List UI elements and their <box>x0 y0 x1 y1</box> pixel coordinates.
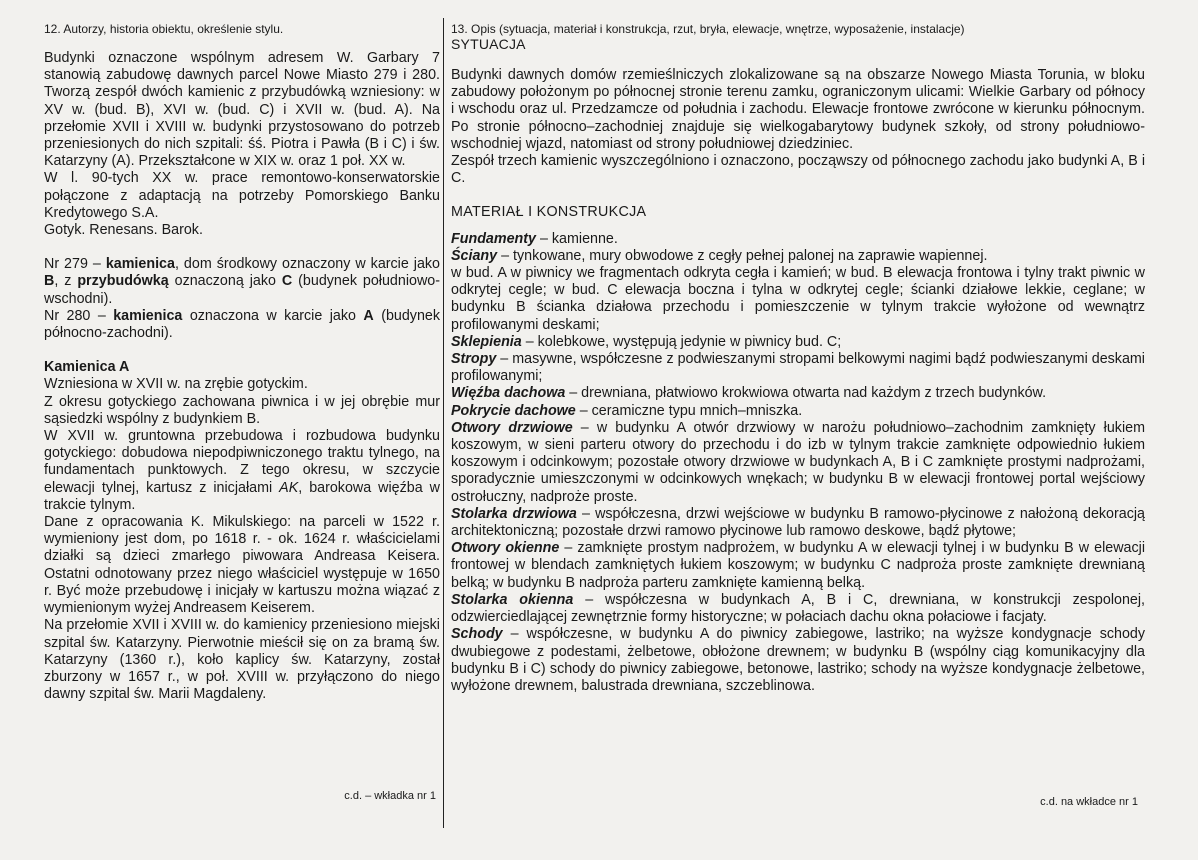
material-item <box>451 403 1145 420</box>
material-term: Pokrycie dachowe <box>451 402 576 419</box>
material-text: – masywne, współczesne z podwieszanymi stropami belkowymi nagimi bądź podwieszanymi deskami profilowanymi; <box>451 351 1145 385</box>
kamienica-a-p5: Na przełomie XVII i XVIII w. do kamienicy przeniesiono miejski szpital św. Katarzyny. Pierwotnie mieścił się on za bramą św. Katarzyny (1360 r.), koło kaplicy św. Katarzyny, został zburzony w 1657 r., w poł. XVIII w. przyłączono do niego dawny szpital św. Marii Magdaleny. <box>44 617 440 703</box>
material-item <box>451 265 1145 334</box>
material-term: Fundamenty <box>451 230 536 247</box>
material-list <box>451 231 1145 695</box>
material-term: Otwory okienne <box>451 540 560 557</box>
material-item <box>451 420 1145 506</box>
material-text: – drewniana, płatwiowo krokwiowa otwarta nad każdym z trzech budynków. <box>565 385 1047 402</box>
material-term: Więźba dachowa <box>451 385 566 402</box>
material-term: Stolarka drzwiowa <box>451 505 577 522</box>
left-footer: c.d. – wkładka nr 1 <box>344 790 436 802</box>
material-term: Stolarka okienna <box>451 591 574 608</box>
kamienica-a-p3: W XVII w. gruntowna przebudowa i rozbudowa budynku gotyckiego: dobudowa niepodpiwniczonego traktu tylnego, na fundamentach punktowych. Z tego okresu, w szczycie elewacji tylnej, kartusz z inicjałami AK, barokowa więźba w trakcie tylnym. <box>44 428 440 513</box>
right-header: 13. Opis (sytuacja, materiał i konstrukcja, rzut, bryła, elewacje, wnętrze, wyposażenie, instalacje) <box>451 22 965 36</box>
sytuacja-p1: Budynki dawnych domów rzemieślniczych zlokalizowane są na obszarze Nowego Miasta Torunia, w bloku zabudowy położonym po północnej stronie terenu zamku, ograniczonym ulicami: Wielkie Garbary od północy i wschodu oraz ul. Przedzamcze od południa i zachodu. Elewacje frontowe zwrócone w kierunku północnym. Po stronie północno–zachodniej znajduje się wielkogabarytowy budynek szkoły, od strony południowo-wschodniej wjazd, natomiast od strony południowej dziedziniec. <box>451 67 1145 152</box>
left-styles: Gotyk. Renesans. Barok. <box>44 222 203 239</box>
material-text: – współczesna, drzwi wejściowe w budynku B ramowo-płycinowe z nałożoną dekoracją architektoniczną; pozostałe drzwi ramowo płycinowe lub ramowo deskowe, bądź płytowe; <box>451 505 1145 540</box>
material-item <box>451 334 1145 351</box>
material-title: MATERIAŁ I KONSTRUKCJA <box>451 204 647 221</box>
nr279-paragraph: Nr 279 – kamienica, dom środkowy oznaczony w karcie jako B, z przybudówką oznaczoną jako C (budynek południowo-wschodni). <box>44 256 441 307</box>
right-column <box>451 22 1145 695</box>
kamienica-a-p4: Dane z opracowania K. Mikulskiego: na parceli w 1522 r. wymieniony jest dom, po 1618 r. - ok. 1624 r. właścicielami działki są dzieci zmarłego piwowara Andreasa Keisera. Ostatni odnotowany przez niego właściciel występuje w 1650 r. Być może przebudowę i inicjały w kartuszu można wiązać z wymienionym wyżej Andreasem Keiserem. <box>44 514 440 617</box>
left-column <box>44 22 440 703</box>
column-divider <box>443 18 444 828</box>
material-term: Ściany <box>451 247 498 264</box>
material-text: – kolebkowe, występują jedynie w piwnicy bud. C; <box>521 333 842 350</box>
material-text: – w budynku A otwór drzwiowy w narożu południowo–zachodnim zamknięty łukiem koszowym, w sieni parteru otwory do przechodu i do izb w tylnym trakcie zamknięte odpowiednio łukiem koszowym i odcinkowym; pozostałe otwory drzwiowe w budynkach A, B i C zamknięte prostymi nadprożami, sporadycznie umieszczonymi w odcinkowych wnękach; w budynku B w elewacji frontowej portal wejściowy ostrołuczny, nadproże proste. <box>451 419 1145 505</box>
material-text: – tynkowane, mury obwodowe z cegły pełnej palonej na zaprawie wapiennej. <box>497 247 988 264</box>
material-term: Sklepienia <box>451 333 522 350</box>
material-item <box>451 626 1145 695</box>
material-item <box>451 506 1145 540</box>
left-intro: Budynki oznaczone wspólnym adresem W. Garbary 7 stanowią zabudowę dawnych parcel Nowe Miasto 279 i 280. Tworzą zespół dwóch kamienic z przybudówką wzniesiony: w XV w. (bud. B), XVI w. (bud. C) i XVII w. (bud. A). Na przełomie XVII i XVIII w. budynki przystosowano do potrzeb przeniesionych do nich szpitali: śś. Piotra i Pawła (B i C) i św. Katarzyny (A). Przekształcone w XIX w. oraz 1 poł. XX w. <box>44 50 440 170</box>
material-item <box>451 351 1145 385</box>
kamienica-a-p1: Wzniesiona w XVII w. na zrębie gotyckim. <box>44 376 308 393</box>
material-item <box>451 540 1145 592</box>
sytuacja-title: SYTUACJA <box>451 36 526 52</box>
material-item <box>451 385 1145 402</box>
material-text: – współczesna w budynkach A, B i C, drewniana, w konstrukcji zespolonej, odzwierciedlającej zewnętrznie formy historyczne; w połaciach dachu okna połaciowe i facjaty. <box>451 591 1145 626</box>
material-item <box>451 592 1145 626</box>
material-text: w bud. A w piwnicy we fragmentach odkryta cegła i kamień; w bud. B elewacja frontowa i tylny trakt piwnic w odkrytej cegle; w bud. C elewacja boczna i tylna w odkrytej cegle; ścianki działowe lekkie, ceglane; w budynku B ścianka działowa przechodu i pomieszczenie w tylnym trakcie wyłożone od wewnątrz profilowanymi deskami; <box>451 265 1145 333</box>
material-text: – ceramiczne typu mnich–mniszka. <box>575 402 803 419</box>
kamienica-a-title: Kamienica A <box>44 359 130 376</box>
material-item <box>451 231 1145 248</box>
material-term: Otwory drzwiowe <box>451 419 573 436</box>
sytuacja-p2: Zespół trzech kamienic wyszczególniono i oznaczono, począwszy od północnego zachodu jako budynki A, B i C. <box>451 153 1145 187</box>
material-text: – kamienne. <box>536 230 618 247</box>
material-item <box>451 248 1145 265</box>
kamienica-a-p2: Z okresu gotyckiego zachowana piwnica i w jej obrębie mur sąsiedzki wspólny z budynkiem B. <box>44 393 440 427</box>
material-text: – współczesne, w budynku A do piwnicy zabiegowe, lastriko; na wyższe kondygnacje schody dwubiegowe z podestami, żelbetowe, obłożone drewnem; w budynku B (wspólny ciąg komunikacyjny dla budynku B i C) schody do piwnicy zabiegowe, betonowe, lastriko; schody na wyższe kondygnacje żelbetowe, wyłożone drewnem, balustrada drewniana, szczeblinowa. <box>451 626 1145 694</box>
left-intro-2: W l. 90-tych XX w. prace remontowo-konserwatorskie połączone z adaptacją na potrzeby Pomorskiego Banku Kredytowego S.A. <box>44 170 440 221</box>
material-term: Schody <box>451 626 503 643</box>
material-text: – zamknięte prostym nadprożem, w budynku A w elewacji tylnej i w budynku B w elewacji frontowej w blendach zamkniętych łukiem koszowym; w budynku C nadproża proste zamknięte drewnianą belką; w budynku B nadproża parteru zamknięte kamienną belką. <box>451 540 1145 591</box>
left-header: 12. Autorzy, historia obiektu, określenie stylu. <box>44 22 284 36</box>
material-term: Stropy <box>451 351 497 368</box>
nr280-paragraph: Nr 280 – kamienica oznaczona w karcie jako A (budynek północno-zachodni). <box>44 307 441 342</box>
right-footer: c.d. na wkładce nr 1 <box>1040 796 1138 808</box>
